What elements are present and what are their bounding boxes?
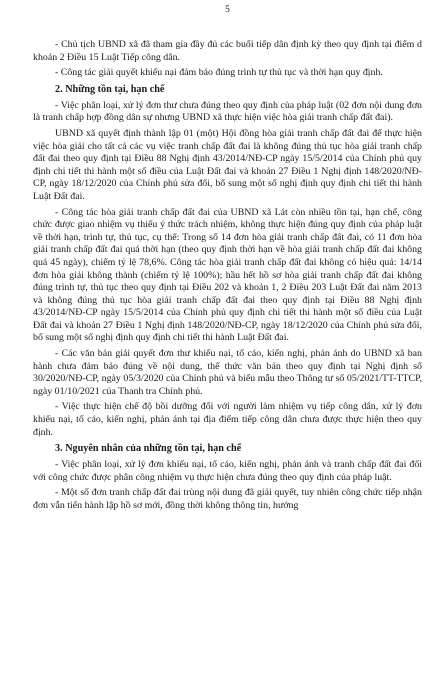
page-number: 5 bbox=[225, 5, 230, 15]
section-heading: 2. Những tồn tại, hạn chế bbox=[55, 83, 165, 95]
paragraph: - Việc phân loại, xử lý đơn khiếu nại, tố cáo, kiến nghị, phản ánh và tranh chấp đất đai đối với công chức được phân công nhiệm vụ thực hiện chưa đúng theo quy định của pháp luật. bbox=[33, 459, 422, 483]
section-heading: 3. Nguyên nhân của những tồn tại, hạn chế bbox=[55, 443, 242, 455]
paragraph: - Chủ tịch UBND xã đã tham gia đầy đủ các buổi tiếp dân định kỳ theo quy định tại điểm d khoản 2 Điều 15 Luật Tiếp công dân. bbox=[33, 39, 422, 63]
paragraph: - Công tác giải quyết khiếu nại đảm bảo đúng trình tự thủ tục và thời hạn quy định. bbox=[55, 67, 383, 79]
paragraph: UBND xã quyết định thành lập 01 (một) Hội đồng hòa giải tranh chấp đất đai để thực hiện việc hòa giải cho tất cả các vụ việc tranh chấp đất đai là không đúng thủ tục hòa giải tranh chấp đất đai theo quy định tại Điều 88 Nghị định 43/2014/NĐ-CP ngày 15/5/2014 của Chính phủ quy định chi tiết thi hành một số điều của Luật Đất đai và khoản 27 Điều 1 Nghị định 148/2020/NĐ-CP, ngày 18/12/2020 của Chính phủ sửa đổi, bổ sung một số nghị định quy định chi tiết thi hành Luật Đất đai. bbox=[33, 127, 422, 202]
paragraph: - Việc thực hiện chế độ bồi dưỡng đối với người làm nhiệm vụ tiếp công dân, xử lý đơn khiếu nại, tố cáo, kiến nghị, phản ánh tại địa điểm tiếp công dân chưa được thực hiện theo quy định. bbox=[33, 401, 422, 438]
paragraph: - Công tác hòa giải tranh chấp đất đai của UBND xã Lát còn nhiều tồn tại, hạn chế, công chức được giao nhiệm vụ thiếu ý thức trách nhiệm, không thực hiện đúng quy định của pháp luật về thời hạn, trình tự, thủ tục, cụ thể: Trong số 14 đơn hòa giải tranh chấp đất đai, có 11 đơn hòa giải tranh chấp đất đai quá thời hạn (theo quy định thời hạn về hòa giải tranh chấp đất đai không quá 45 ngày), chiếm tỷ lệ 78,6%. Công tác hòa giải tranh chấp đất đai không có hiệu quả: 14/14 đơn hòa giải không thành (chiếm tỷ lệ 100%); hầu hết hồ sơ hòa giải tranh chấp đất đai không đúng trình tự, thủ tục theo quy định tại Điều 202 và khoản 1, 2 Điều 203 Luật Đất đai năm 2013 và không đúng thủ tục hòa giải tranh chấp đất đai theo quy định tại Điều 88 Nghị định 43/2014/NĐ-CP ngày 15/5/2014 của Chính phủ quy định chi tiết thi hành một số điều của Luật Đất đai và khoản 27 Điều 1 Nghị định 148/2020/NĐ-CP, ngày 18/12/2020 của Chính phủ sửa đổi, bổ sung một số nghị định quy định chi tiết thi hành Luật Đất đai. bbox=[33, 206, 422, 344]
paragraph: - Một số đơn tranh chấp đất đai trùng nội dung đã giải quyết, tuy nhiên công chức tiếp nhận đơn vẫn tiến hành lập hồ sơ mới, đồng thời không thông tin, hướng bbox=[33, 487, 422, 511]
paragraph: - Việc phân loại, xử lý đơn thư chưa đúng theo quy định của pháp luật (02 đơn nội dung đơn là tranh chấp hợp đồng dân sự nhưng UBND xã thực hiện việc hòa giải tranh chấp đất đai). bbox=[33, 99, 422, 124]
paragraph: - Các văn bản giải quyết đơn thư khiếu nại, tố cáo, kiến nghị, phản ánh do UBND xã ban hành chưa đảm bảo đúng về nội dung, thể thức văn bản theo quy định tại Nghị định số 30/2020/NĐ-CP, ngày 05/3/2020 của Chính phủ và biểu mẫu theo Thông tư số 05/2021/TT-TTCP, ngày 01/10/2021 của Thanh tra Chính phủ. bbox=[33, 348, 422, 397]
document-body bbox=[33, 39, 422, 513]
